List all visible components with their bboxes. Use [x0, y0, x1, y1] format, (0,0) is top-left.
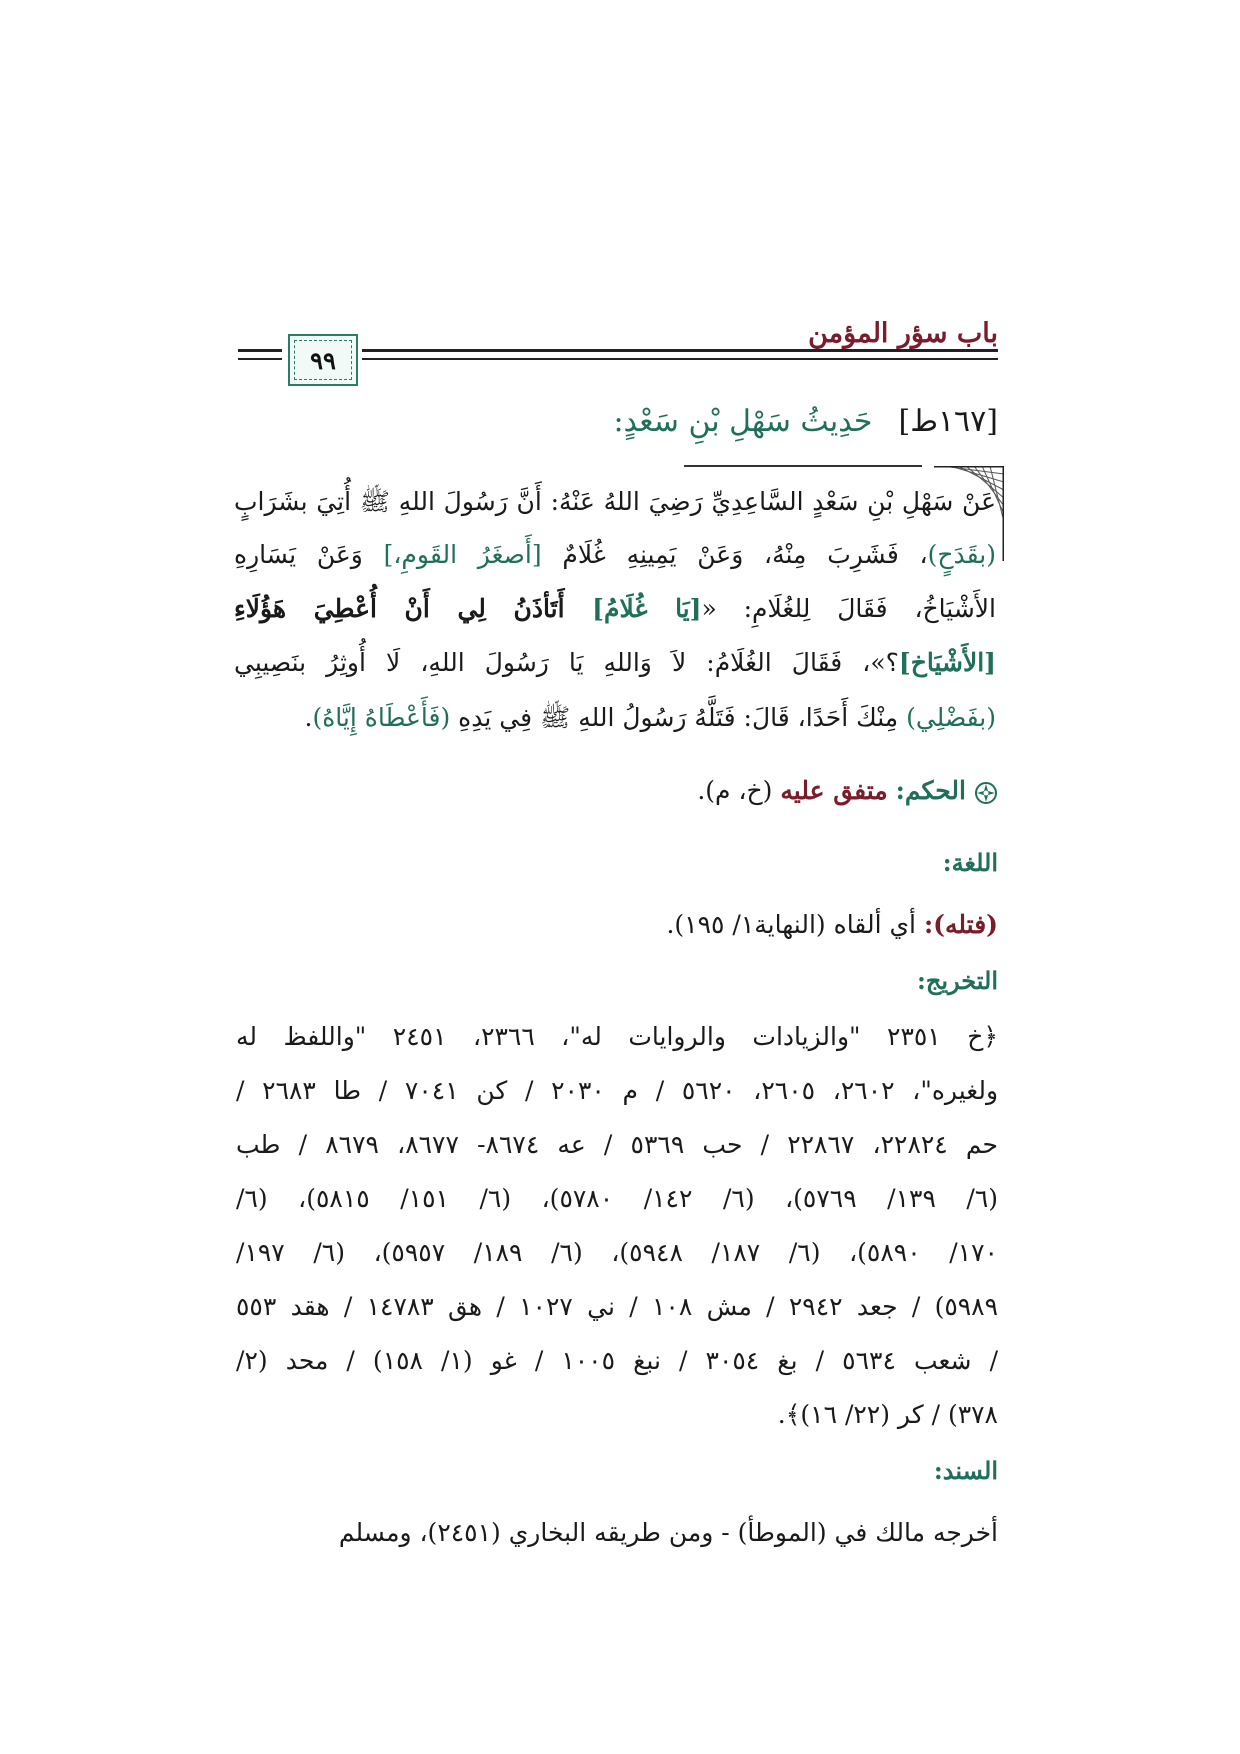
ruling-refs: (خ، م).: [697, 776, 781, 805]
hadith-heading: [613, 404, 998, 439]
ruling-line: [697, 776, 998, 805]
header-rule-left-bottom: [238, 358, 282, 360]
header-rule-left-top: [238, 349, 282, 352]
gloss-text: أي ألقاه (النهاية١/ ١٩٥).: [666, 910, 924, 939]
takhrij-line: ولغيره"، ٢٦٠٢، ٢٦٠٥، ٥٦٢٠ / م ٢٠٣٠ / كن ٧٠٤١ / طا ٢٦٨٣ /: [236, 1076, 999, 1105]
rosette-icon: [974, 781, 998, 805]
ruling-label: الحكم:: [895, 776, 966, 805]
hadith-text: .: [304, 703, 313, 732]
title-underline: [684, 465, 922, 467]
header-rule-right-top: [362, 349, 998, 352]
hadith-text: ، فَشَرِبَ مِنْهُ، وَعَنْ يَمِينِهِ غُلَامٌ: [541, 540, 928, 569]
variant-text: (بفَضْلِي): [906, 703, 996, 732]
takhrij-line: ٣٧٨) / كر (٢٢/ ١٦)﴾.: [777, 1400, 998, 1429]
takhrij-line: ١٧٠/ ٥٨٩٠)، (٦/ ١٨٧/ ٥٩٤٨)، (٦/ ١٨٩/ ٥٩٥٧)، (٦/ ١٩٧/: [236, 1238, 998, 1267]
takhrij-line: ﴿خ ٢٣٥١ "والزيادات والروايات له"، ٢٣٦٦، ٢٤٥١ "واللفظ له: [236, 1022, 999, 1051]
hadith-text: وَعَنْ يَسَارِهِ: [234, 540, 384, 569]
takhrij-line: (٦/ ١٣٩/ ٥٧٦٩)، (٦/ ١٤٢/ ٥٧٨٠)، (٦/ ١٥١/ ٥٨١٥)، (٦/: [236, 1184, 999, 1213]
sanad-heading: السند:: [933, 1456, 998, 1485]
chapter-title: باب سؤر المؤمن: [808, 318, 998, 349]
hadith-number: [١٦٧ط]: [898, 404, 998, 439]
language-line: [666, 910, 998, 939]
variant-text: [أَصغَرُ القَومِ،]: [383, 540, 542, 569]
variant-text: (بقَدَحٍ): [927, 540, 997, 569]
prophetic-speech: أَتَأذَنُ لِي أَنْ أُعْطِيَ هَؤُلَاءِ: [234, 594, 593, 623]
takhrij-line: ٥٩٨٩) / جعد ٢٩٤٢ / مش ١٠٨ / ني ١٠٢٧ / هق ١٤٧٨٣ / هقد ٥٥٣: [236, 1292, 999, 1321]
ruling-value: متفق عليه: [780, 776, 888, 805]
page-number: ٩٩: [310, 345, 336, 375]
takhrij-line: / شعب ٥٦٣٤ / بغ ٣٠٥٤ / نبغ ١٠٠٥ / غو (١/ ١٥٨) / محد (٢/: [236, 1346, 999, 1375]
takhrij-heading: التخريج:: [917, 966, 998, 995]
language-heading: اللغة:: [942, 848, 998, 877]
variant-text: [الأَشْيَاخ]: [898, 648, 996, 677]
sanad-line: أخرجه مالك في (الموطأ) - ومن طريقه البخاري (٢٤٥١)، ومسلم: [338, 1518, 998, 1547]
glossed-word: (فتله):: [923, 910, 998, 939]
page-number-frame: [288, 334, 358, 386]
variant-text: [يَا غُلَامُ]: [592, 594, 702, 623]
hadith-line-2: [234, 540, 996, 569]
hadith-text: مِنْكَ أَحَدًا، قَالَ: فَتَلَّهُ رَسُولُ اللهِ ﷺ فِي يَدِهِ: [450, 703, 907, 732]
hadith-line-4: [234, 648, 996, 677]
header-rule-right-bottom: [362, 358, 998, 360]
hadith-text: عَنْ سَهْلِ بْنِ سَعْدٍ السَّاعِدِيِّ رَضِيَ اللهُ عَنْهُ: أَنَّ رَسُولَ اللهِ ﷺ أُتِيَ بشَرَابٍ: [234, 487, 996, 516]
variant-text: (فَأَعْطَاهُ إِيَّاهُ): [312, 703, 451, 732]
hadith-line-3: [234, 594, 996, 623]
hadith-text: الأَشْيَاخُ، فَقَالَ لِلغُلَامِ: «: [701, 594, 996, 623]
hadith-text: ؟»، فَقَالَ الغُلَامُ: لاَ وَاللهِ يَا رَسُولَ اللهِ، لَا أُوثِرُ بنَصِيبِي: [234, 648, 899, 677]
takhrij-line: حم ٢٢٨٢٤، ٢٢٨٦٧ / حب ٥٣٦٩ / عه ٨٦٧٤- ٨٦٧٧، ٨٦٧٩ / طب: [236, 1130, 999, 1159]
hadith-line-5: [305, 702, 997, 739]
hadith-title: حَدِيثُ سَهْلِ بْنِ سَعْدٍ:: [613, 404, 873, 439]
hadith-line-1: [234, 486, 996, 523]
